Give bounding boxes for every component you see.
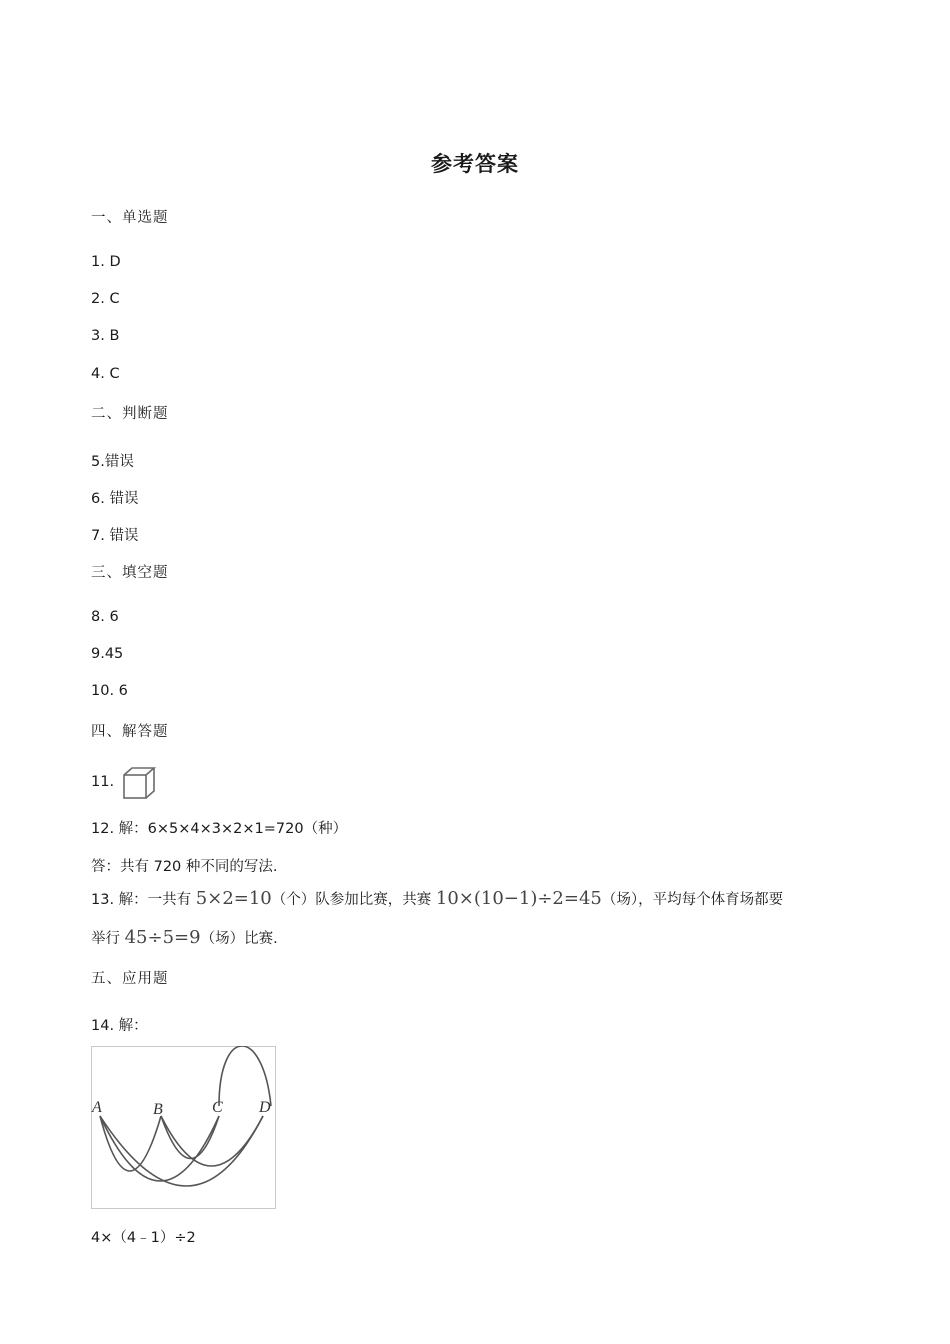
arc-b-d [161, 1116, 263, 1166]
answer-8: 8. 6 [91, 609, 119, 625]
answer-10: 10. 6 [91, 683, 128, 699]
equation-matches: 10×(10−1)÷2=45 [435, 888, 602, 909]
arc-c-d [219, 1046, 271, 1106]
section-solve: 四、解答题 [91, 724, 169, 740]
answer-12: 12. 解：6×5×4×3×2×1=720（种） [91, 821, 348, 837]
section-fill-blank: 三、填空题 [91, 565, 169, 581]
point-label-c: C [212, 1099, 223, 1116]
answer-3: 3. B [91, 328, 120, 344]
connection-arc-diagram [91, 1046, 277, 1210]
answer-1: 1. D [91, 254, 121, 270]
answer-11: 11. [91, 774, 115, 790]
answer-12-conclusion: 答：共有 720 种不同的写法. [91, 859, 278, 875]
answer-2: 2. C [91, 291, 120, 307]
answer-13-prefix: 13. 解：一共有 [91, 892, 192, 908]
cube-icon [121, 765, 157, 801]
arc-b-c [161, 1116, 219, 1159]
answer-9: 9.45 [91, 646, 124, 662]
section-application: 五、应用题 [91, 971, 169, 987]
answer-4: 4. C [91, 366, 120, 382]
answer-13-line2-prefix: 举行 [91, 931, 120, 947]
answer-13-line1 [91, 888, 783, 909]
answer-14-formula: 4×（4﹣1）÷2 [91, 1230, 196, 1246]
arc-a-c [100, 1116, 219, 1181]
equation-teams: 5×2=10 [195, 888, 272, 909]
point-label-d: D [259, 1099, 271, 1116]
answer-5: 5.错误 [91, 454, 134, 470]
page-title: 参考答案 [431, 152, 519, 176]
section-single-choice: 一、单选题 [91, 210, 169, 226]
answer-6: 6. 错误 [91, 491, 139, 507]
answer-13-mid1: （个）队参加比赛，共赛 [271, 892, 432, 908]
answer-7: 7. 错误 [91, 528, 139, 544]
answer-13-mid2: （场），平均每个体育场都要 [601, 892, 784, 908]
answer-13-line2 [91, 927, 278, 948]
point-label-a: A [92, 1099, 102, 1116]
arc-a-b [100, 1116, 161, 1171]
equation-per-venue: 45÷5=9 [124, 927, 201, 948]
answer-13-line2-suffix: （场）比赛. [200, 931, 278, 947]
section-true-false: 二、判断题 [91, 406, 169, 422]
point-label-b: B [153, 1101, 163, 1118]
answer-14: 14. 解： [91, 1018, 148, 1034]
